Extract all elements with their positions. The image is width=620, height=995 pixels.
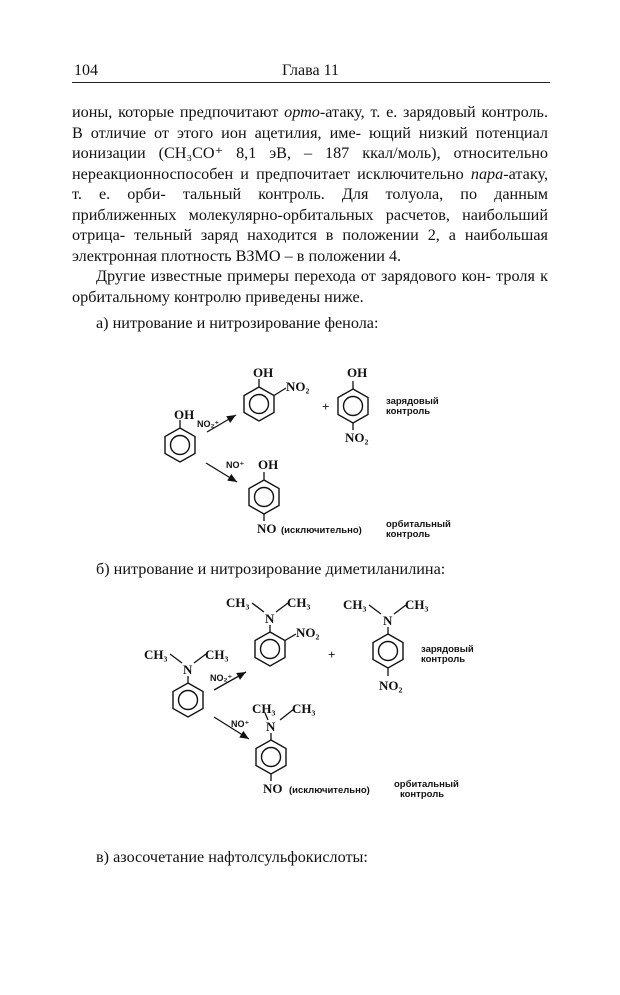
no2-label: NO₂	[296, 625, 320, 640]
ch3-label: CH₃	[144, 647, 168, 662]
nitronium-label: NO₂⁺	[197, 419, 220, 429]
text-line: – 187 ккал/моль), относительно нереакционноспособен	[72, 144, 548, 183]
scheme-b	[144, 595, 474, 800]
text-line: молекулярно-орбитальных расчетов, наибольший отрица-	[72, 205, 548, 244]
text-line: -атаку, т. е. зарядовый	[319, 103, 476, 121]
no2-label: NO₂	[286, 379, 310, 394]
item-c-heading: в) азосочетание нафтолсульфокислоты:	[96, 848, 368, 866]
item-a-heading: а) нитрование и нитрозирование фенола:	[96, 314, 379, 332]
charge-control-label-1: зарядовый	[386, 396, 439, 407]
text-line: троля к орбитальному контролю приведены ниже.	[72, 267, 548, 306]
para-nitrosophenol	[249, 457, 362, 536]
ch3-label: CH₃	[287, 595, 311, 610]
oh-label: OH	[253, 365, 274, 380]
charge-control-label-1: зарядовый	[421, 644, 474, 655]
nitrosonium-label: NO⁺	[226, 460, 245, 470]
para-nitrodimethylaniline	[343, 597, 429, 693]
text-line: -атаку, т. е. орби-	[72, 164, 549, 203]
orbital-control-label-2: контроль	[400, 789, 445, 800]
text-line: тальный контроль. Для толуола, по данным приближенных	[72, 185, 548, 224]
ch3-label: CH₃	[205, 647, 229, 662]
no2-label: NO₂	[379, 678, 403, 693]
orbital-control-label-1: орбитальный	[394, 779, 459, 790]
item-b-heading: б) нитрование и нитрозирование диметиланилина:	[96, 560, 446, 578]
oh-label: OH	[347, 365, 368, 380]
ortho-nitrophenol	[244, 365, 310, 421]
text-line: и предпочитает исключительно	[240, 164, 471, 183]
text-line: контроль. В отличие от этого ион ацетилия, име-	[72, 103, 548, 142]
n-label: N	[265, 611, 275, 626]
ch3-label: CH₃	[226, 595, 250, 610]
text-line: тельный заряд находится в положении 2, а наибольшая	[134, 226, 548, 244]
emphasis-para: пара	[470, 164, 504, 183]
ch3-label: CH₃	[343, 597, 367, 612]
text-line: ющий низкий потенциал ионизации (CH₃CO⁺ 8,1 эВ,	[72, 123, 548, 162]
scheme-a	[165, 365, 451, 540]
charge-control-label-2: контроль	[386, 406, 431, 417]
oh-label: OH	[258, 457, 279, 472]
no2-label: NO₂	[345, 430, 369, 445]
n-label: N	[266, 719, 276, 734]
plus-sign: +	[322, 399, 330, 414]
no-label: NO	[263, 781, 283, 796]
phenol-molecule	[165, 407, 195, 462]
text-line: ионы, которые предпочитают	[72, 103, 285, 121]
para-nitrophenol	[338, 365, 369, 445]
n-label: N	[383, 613, 393, 628]
exclusively-label: (исключительно)	[281, 525, 362, 536]
no-label: NO	[257, 521, 277, 536]
orbital-control-label-1: орбитальный	[386, 519, 451, 530]
exclusively-label: (исключительно)	[289, 785, 370, 796]
ch3-label: CH₃	[292, 701, 316, 716]
text-line: Другие известные примеры перехода от зарядового кон-	[96, 267, 491, 285]
ortho-nitrodimethylaniline	[226, 595, 320, 666]
emphasis-orto: орто	[284, 103, 320, 121]
ch3-label: CH₃	[405, 597, 429, 612]
nitronium-label: NO₂⁺	[210, 673, 233, 683]
n-label: N	[183, 662, 193, 677]
charge-control-label-2: контроль	[421, 654, 466, 665]
nitrosonium-label: NO⁺	[231, 719, 250, 729]
plus-sign: +	[328, 647, 336, 662]
oh-label: OH	[174, 407, 195, 422]
page-number: 104	[74, 62, 98, 79]
ch3-label: CH₃	[252, 701, 276, 716]
para-nitrosodimethylaniline	[252, 701, 370, 796]
orbital-control-label-2: контроль	[386, 529, 431, 540]
text-line: электронная плотность ВЗМО – в положении 4.	[72, 246, 402, 265]
running-head: Глава 11	[282, 62, 339, 79]
